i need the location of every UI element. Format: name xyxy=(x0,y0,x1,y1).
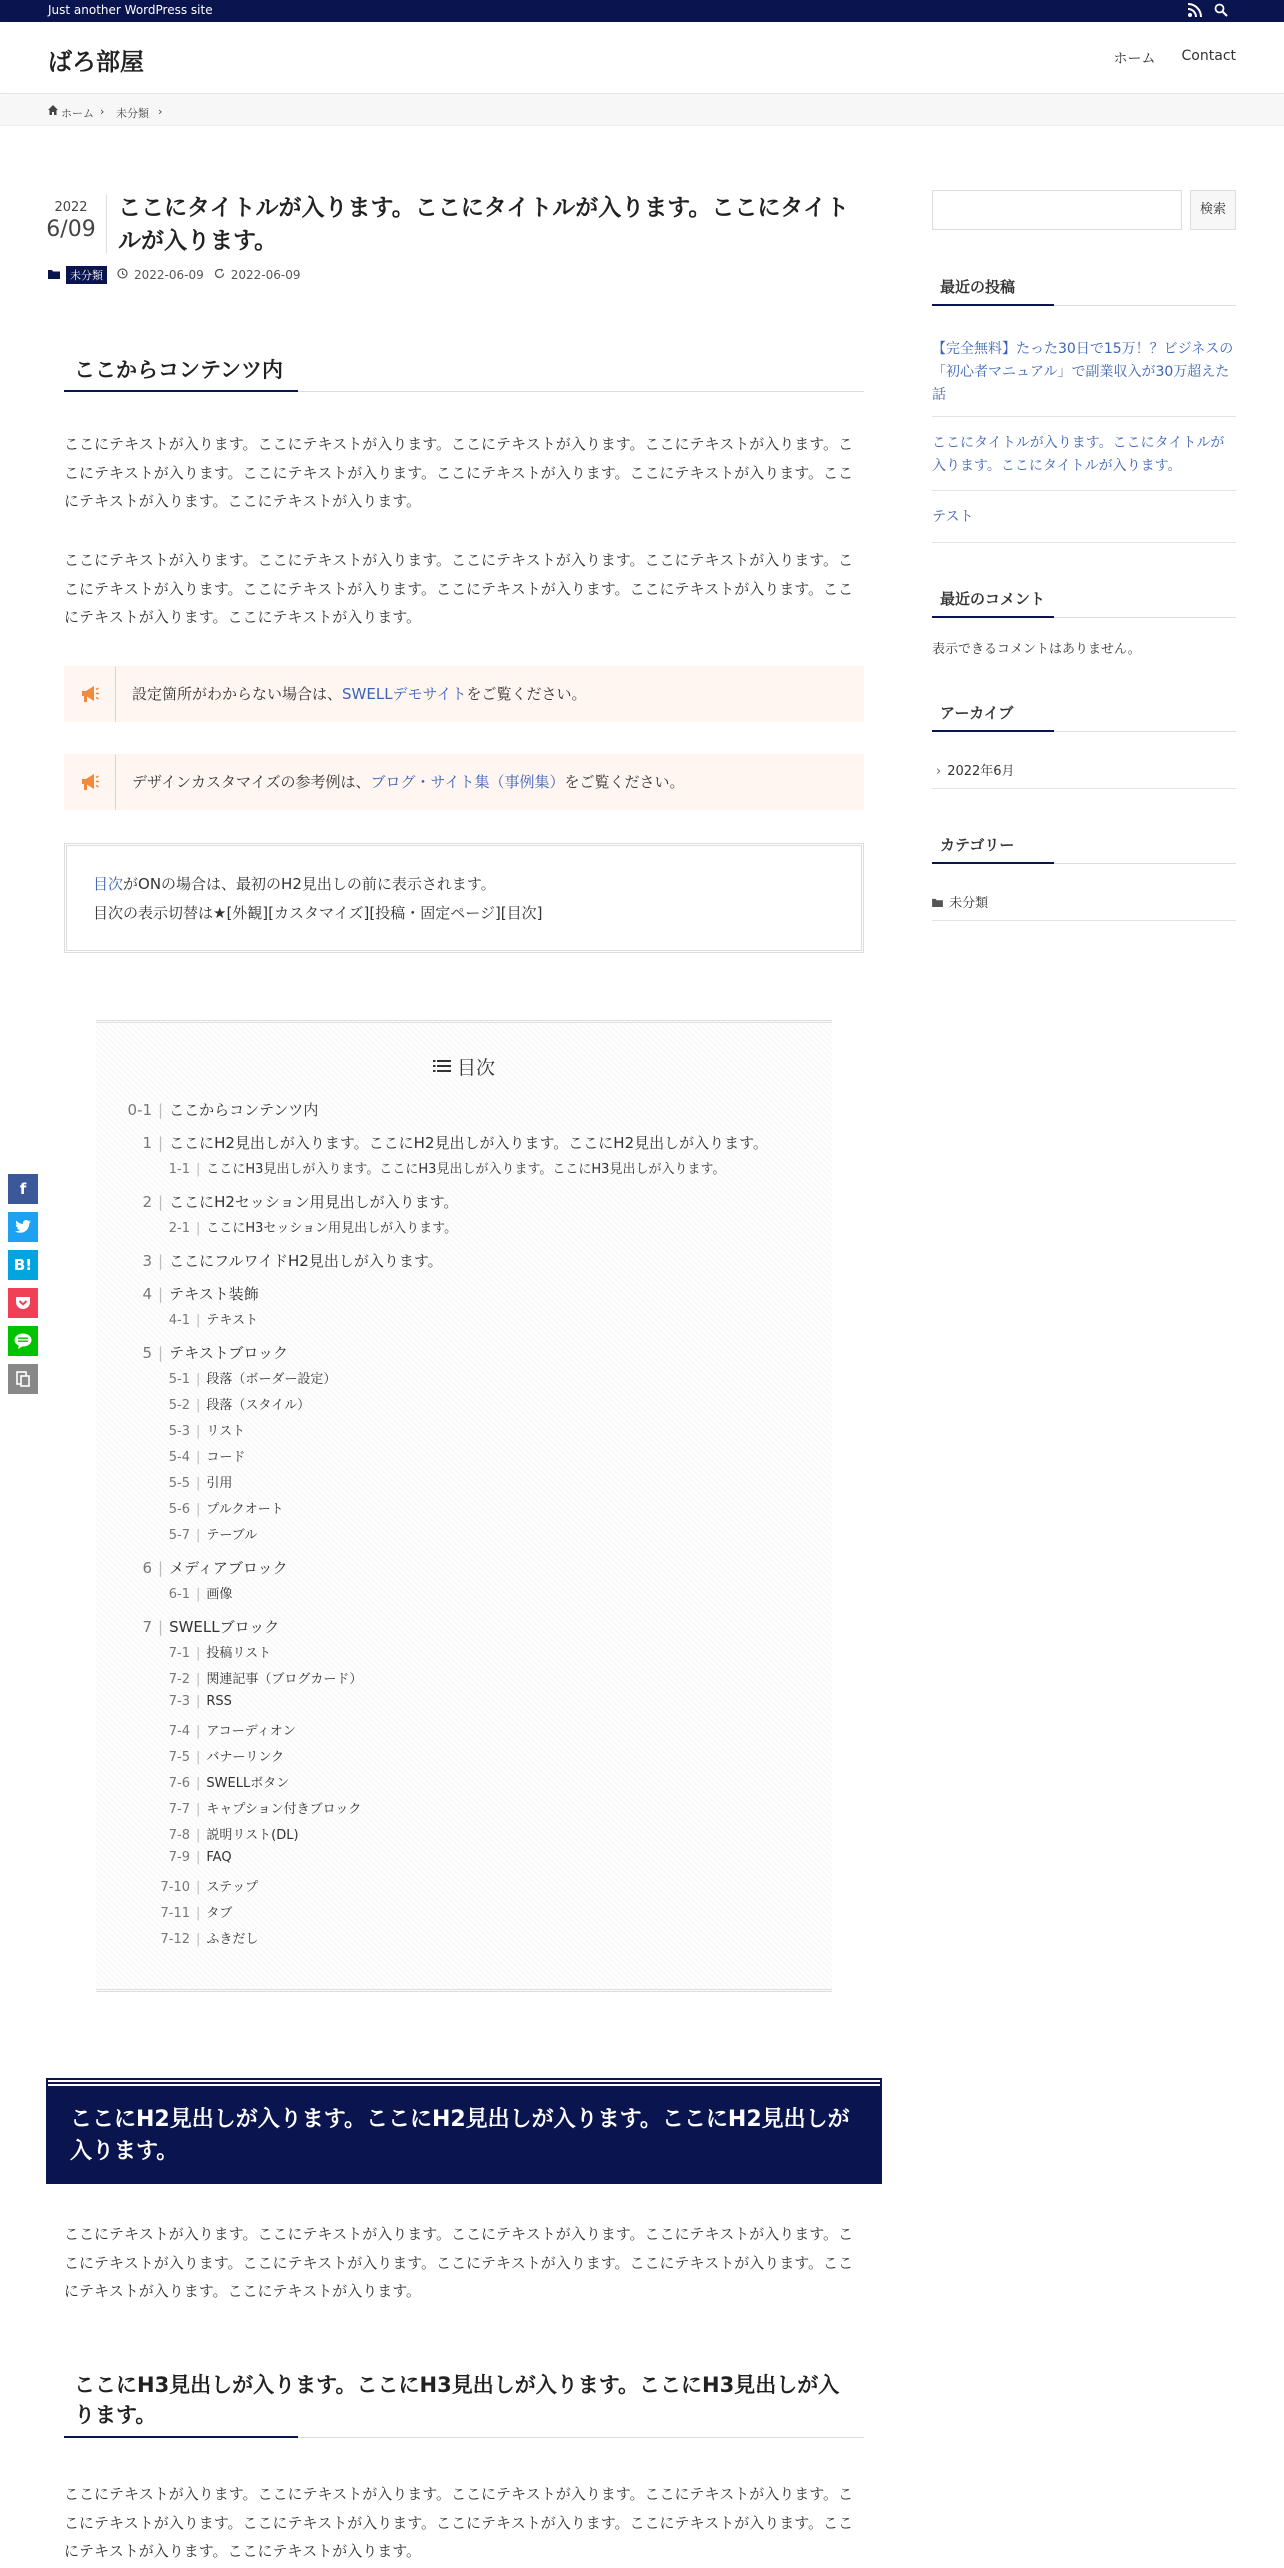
toc-item[interactable] xyxy=(118,1472,232,1491)
toc-item[interactable] xyxy=(118,1191,458,1212)
toc-item-number: 5-5 xyxy=(168,1476,190,1491)
widget-title-underline xyxy=(932,616,1054,618)
pocket-share-button[interactable] xyxy=(8,1288,38,1318)
notice-text xyxy=(132,683,587,704)
recent-post-link[interactable]: ここにタイトルが入ります。ここにタイトルが入ります。ここにタイトルが入ります。 xyxy=(932,435,1225,475)
divider xyxy=(932,416,1236,417)
published-date: 2022-06-09 xyxy=(134,268,204,282)
global-nav xyxy=(1114,48,1236,68)
toc-item[interactable] xyxy=(118,1217,457,1236)
toc-item-separator: | xyxy=(196,1398,201,1413)
toc-item-separator: | xyxy=(158,1285,164,1303)
toc-item-label: ステップ xyxy=(206,1880,259,1895)
folder-icon xyxy=(932,896,947,911)
toc-item-number: 7-9 xyxy=(168,1850,190,1865)
list-icon xyxy=(433,1056,451,1078)
toc-item-separator: | xyxy=(158,1618,164,1636)
toc-item-separator: | xyxy=(196,1750,201,1765)
toc-item-number: 5-6 xyxy=(168,1502,190,1517)
chevron-right-icon: › xyxy=(100,105,105,118)
category-item[interactable] xyxy=(932,892,988,911)
widget-title-recent-comments xyxy=(932,582,1236,618)
toc-item[interactable] xyxy=(118,1720,296,1739)
toc-item-number: 7-5 xyxy=(168,1750,190,1765)
swell-demo-link[interactable]: SWELLデモサイト xyxy=(342,685,467,703)
toc-item-label: 段落（スタイル） xyxy=(206,1398,311,1413)
toc-item[interactable] xyxy=(118,1446,245,1465)
toc-item-number: 7-11 xyxy=(160,1906,190,1921)
toc-item[interactable] xyxy=(118,1642,271,1661)
toc-item[interactable] xyxy=(118,1824,299,1843)
toc-item-number: 5-2 xyxy=(168,1398,190,1413)
facebook-share-button[interactable] xyxy=(8,1174,38,1204)
toc-item-separator: | xyxy=(196,1587,201,1602)
divider xyxy=(932,542,1236,543)
post-title: ここにタイトルが入ります。ここにタイトルが入ります。ここにタイトルが入ります。 xyxy=(118,195,849,255)
post-month-day: 6/09 xyxy=(46,217,96,242)
widget-title-underline xyxy=(932,730,1054,732)
toc-item-label: リスト xyxy=(206,1424,246,1439)
copy-share-button[interactable] xyxy=(8,1364,38,1394)
widget-title-underline xyxy=(932,304,1054,306)
toc-item-separator: | xyxy=(196,1802,201,1817)
home-icon xyxy=(48,105,58,118)
heading-underline xyxy=(64,390,298,392)
copy-icon xyxy=(16,1373,30,1391)
recent-post-link[interactable]: テスト xyxy=(932,509,974,525)
notice-text-before: デザインカスタマイズの参考例は、 xyxy=(132,773,371,791)
toc-item-label: 引用 xyxy=(206,1476,233,1491)
top-bar xyxy=(0,0,1284,22)
toc-item-number: 7-2 xyxy=(168,1672,190,1687)
toc-item-label: テーブル xyxy=(206,1528,258,1543)
toc-item-label: プルクオート xyxy=(206,1502,284,1517)
toc-item[interactable] xyxy=(118,1524,257,1543)
toc-item[interactable] xyxy=(118,1902,232,1921)
content-heading-text: ここからコンテンツ内 xyxy=(74,358,283,382)
site-header xyxy=(0,22,1284,94)
folder-icon xyxy=(48,268,60,282)
toc-item-separator: | xyxy=(158,1101,164,1119)
toc-item-separator: | xyxy=(196,1424,201,1439)
toc-item-number: 6-1 xyxy=(168,1587,190,1602)
divider xyxy=(932,788,1236,789)
toc-item-number: 5 xyxy=(142,1344,152,1362)
toc-item[interactable] xyxy=(118,1798,361,1817)
toc-item[interactable] xyxy=(118,1876,258,1895)
search-button[interactable]: 検索 xyxy=(1190,190,1236,230)
toc-item-separator: | xyxy=(196,1476,201,1491)
notice-text xyxy=(132,771,684,792)
toc-item-label: ここにH3セッション用見出しが入ります。 xyxy=(206,1221,458,1236)
toc-item-label: ここからコンテンツ内 xyxy=(169,1101,319,1119)
toc-item[interactable] xyxy=(118,1309,258,1328)
hatena-share-button[interactable] xyxy=(8,1250,38,1280)
toc-item[interactable] xyxy=(118,1928,258,1947)
toc-item-label: 説明リスト(DL) xyxy=(206,1828,299,1843)
toc-item-separator: | xyxy=(196,1646,201,1661)
toc-item[interactable] xyxy=(118,1368,336,1387)
refresh-icon xyxy=(214,268,225,282)
modified-date: 2022-06-09 xyxy=(230,268,301,282)
h3-heading xyxy=(64,2366,864,2438)
toc-item-label: SWELLボタン xyxy=(206,1776,290,1791)
toc-item-number: 7-4 xyxy=(168,1724,190,1739)
post-year: 2022 xyxy=(54,200,88,215)
chevron-right-icon: › xyxy=(936,764,942,779)
toc-item-separator: | xyxy=(196,1313,201,1328)
toc-item[interactable] xyxy=(118,1394,310,1413)
paragraph: ここにテキストが入ります。ここにテキストが入ります。ここにテキストが入ります。ここにテキストが入ります。ここにテキストが入ります。ここにテキストが入ります。ここにテキストが入ります。ここにテキストが入ります。ここにテキストが入ります。ここにテキストが入ります。 xyxy=(64,551,854,626)
breadcrumb xyxy=(0,96,1284,126)
toc-item-separator: | xyxy=(196,1850,201,1865)
toc-item-label: コード xyxy=(206,1450,246,1465)
toc-item-separator: | xyxy=(158,1134,164,1152)
search-input[interactable] xyxy=(932,190,1182,230)
notice-box xyxy=(64,754,864,810)
toc-item-separator: | xyxy=(196,1372,201,1387)
paragraph: ここにテキストが入ります。ここにテキストが入ります。ここにテキストが入ります。ここにテキストが入ります。ここにテキストが入ります。ここにテキストが入ります。ここにテキストが入ります。ここにテキストが入ります。ここにテキストが入ります。ここにテキストが入ります。 xyxy=(64,435,854,510)
toc-item-number: 1 xyxy=(142,1134,152,1152)
toc-item-number: 5-4 xyxy=(168,1450,190,1465)
widget-title-text: 最近のコメント xyxy=(940,590,1046,608)
widget-title-category xyxy=(932,828,1236,864)
toc-item[interactable] xyxy=(118,1283,259,1304)
toc-item-separator: | xyxy=(196,1502,201,1517)
toc-item-separator: | xyxy=(196,1162,201,1177)
toc-item-label: RSS xyxy=(206,1694,232,1709)
toc-item-number: 7-12 xyxy=(160,1932,190,1947)
breadcrumb-home[interactable]: ホーム xyxy=(61,107,94,120)
toc-item-label: ふきだし xyxy=(206,1932,259,1947)
search-icon[interactable] xyxy=(1214,3,1230,19)
toc-item-number: 0-1 xyxy=(127,1101,152,1119)
toc-item-label: 関連記事（ブログカード） xyxy=(206,1672,363,1687)
toc-item-number: 4 xyxy=(142,1285,152,1303)
nav-item-contact[interactable]: Contact xyxy=(1181,48,1236,64)
toc-item[interactable] xyxy=(118,1746,284,1765)
toc-item[interactable] xyxy=(118,1772,289,1791)
toc-item-number: 5-3 xyxy=(168,1424,190,1439)
toc-item-separator: | xyxy=(196,1880,201,1895)
toc-item-number: 7-6 xyxy=(168,1776,190,1791)
chevron-right-icon: › xyxy=(158,105,163,118)
notice-text-after: をご覧ください。 xyxy=(564,773,685,791)
table-of-contents xyxy=(96,1020,832,1992)
info-box xyxy=(64,843,864,953)
site-tagline: Just another WordPress site xyxy=(48,3,213,17)
post-date xyxy=(40,200,102,242)
toc-item-label: テキスト xyxy=(206,1313,259,1328)
toc-item-number: 2 xyxy=(142,1193,152,1211)
h3-heading-text: ここにH3見出しが入ります。ここにH3見出しが入ります。ここにH3見出しが入ります。 xyxy=(74,2373,840,2428)
rss-icon[interactable] xyxy=(1188,3,1204,19)
toc-item-label: ここにH2セッション用見出しが入ります。 xyxy=(169,1193,459,1211)
heading-underline xyxy=(64,2436,298,2438)
widget-title-text: 最近の投稿 xyxy=(940,278,1016,296)
widget-title-underline xyxy=(932,862,1054,864)
recent-post-link[interactable]: 【完全無料】たった30日で15万！？ビジネスの「初心者マニュアル」で副業収入が30万超えた話 xyxy=(932,341,1234,404)
line-share-button[interactable] xyxy=(8,1326,38,1356)
twitter-icon xyxy=(15,1220,31,1238)
toc-item-label: テキスト装飾 xyxy=(169,1285,259,1303)
toc-item-label: ここにH2見出しが入ります。ここにH2見出しが入ります。ここにH2見出しが入ります。 xyxy=(169,1134,768,1152)
divider xyxy=(932,490,1236,491)
toc-item-separator: | xyxy=(158,1252,164,1270)
toc-item-label: ここにフルワイドH2見出しが入ります。 xyxy=(169,1252,443,1270)
toc-item-number: 7-8 xyxy=(168,1828,190,1843)
toc-item-label: 段落（ボーダー設定） xyxy=(206,1372,337,1387)
toc-item-number: 4-1 xyxy=(168,1313,190,1328)
toc-item-label: バナーリンク xyxy=(206,1750,285,1765)
toc-item-number: 7 xyxy=(142,1618,152,1636)
divider xyxy=(932,920,1236,921)
toc-item[interactable] xyxy=(118,1498,284,1517)
toc-item-separator: | xyxy=(196,1932,201,1947)
toc-item[interactable] xyxy=(118,1420,245,1439)
toc-item-number: 2-1 xyxy=(168,1221,190,1236)
facebook-icon: f xyxy=(19,1180,27,1198)
toc-item-separator: | xyxy=(196,1776,201,1791)
toc-item-label: 投稿リスト xyxy=(206,1646,272,1661)
toc-item[interactable] xyxy=(118,1132,768,1153)
date-divider xyxy=(106,194,107,254)
nav-item-home[interactable]: ホーム xyxy=(1113,51,1156,67)
post-meta xyxy=(48,266,301,284)
notice-text-before: 設定箇所がわからない場合は、 xyxy=(132,685,343,703)
toc-item-separator: | xyxy=(196,1221,201,1236)
toc-link[interactable]: 目次 xyxy=(93,875,124,893)
toc-item-number: 3 xyxy=(142,1252,152,1270)
toc-item-label: 画像 xyxy=(206,1587,233,1602)
h2-heading-text: ここにH2見出しが入ります。ここにH2見出しが入ります。ここにH2見出しが入ります。 xyxy=(70,2107,850,2164)
toc-item[interactable] xyxy=(118,1158,725,1177)
breadcrumb-category[interactable]: 未分類 xyxy=(116,107,149,120)
toc-item-label: FAQ xyxy=(206,1850,232,1865)
toc-item-label: タブ xyxy=(206,1906,233,1921)
toc-item-separator: | xyxy=(196,1906,201,1921)
pocket-icon xyxy=(15,1296,31,1314)
toc-item-number: 7-1 xyxy=(168,1646,190,1661)
clock-icon xyxy=(117,268,128,282)
toc-item-label: SWELLブロック xyxy=(169,1618,280,1636)
site-title[interactable]: ばろ部屋 xyxy=(48,48,144,76)
toc-item-label: メディアブロック xyxy=(169,1559,288,1577)
notice-box xyxy=(64,666,864,722)
hatena-icon: B! xyxy=(13,1256,33,1274)
toc-item[interactable] xyxy=(118,1850,232,1865)
category-badge[interactable]: 未分類 xyxy=(66,266,107,284)
blog-examples-link[interactable]: ブログ・サイト集（事例集） xyxy=(370,773,565,791)
toc-item-label: アコーディオン xyxy=(206,1724,296,1739)
megaphone-icon xyxy=(64,666,116,722)
toc-item[interactable] xyxy=(118,1342,288,1363)
toc-title xyxy=(96,1053,832,1080)
toc-item-label: キャプション付きブロック xyxy=(206,1802,362,1817)
toc-item-separator: | xyxy=(196,1694,201,1709)
widget-title-text: カテゴリー xyxy=(940,836,1015,854)
toc-item-separator: | xyxy=(158,1193,164,1211)
toc-item-separator: | xyxy=(196,1828,201,1843)
toc-item[interactable] xyxy=(118,1250,443,1271)
toc-item-separator: | xyxy=(196,1528,201,1543)
toc-item-separator: | xyxy=(158,1344,164,1362)
h2-heading xyxy=(48,2080,880,2182)
toc-item-number: 7-7 xyxy=(168,1802,190,1817)
toc-item-separator: | xyxy=(196,1672,201,1687)
toc-item-number: 1-1 xyxy=(168,1162,190,1177)
info-box-line2: 目次の表示切替は★[外観][カスタマイズ][投稿・固定ページ][目次] xyxy=(93,903,543,922)
toc-item-label: ここにH3見出しが入ります。ここにH3見出しが入ります。ここにH3見出しが入ります。 xyxy=(206,1162,726,1177)
toc-item-label: テキストブロック xyxy=(169,1344,289,1362)
toc-item-number: 6 xyxy=(142,1559,152,1577)
toc-item[interactable] xyxy=(118,1099,318,1120)
info-box-line1 xyxy=(93,870,543,899)
toc-item-number: 7-3 xyxy=(168,1694,190,1709)
megaphone-icon xyxy=(64,754,116,810)
toc-item-separator: | xyxy=(196,1724,201,1739)
archive-item-label: 2022年6月 xyxy=(947,764,1015,779)
widget-title-archive xyxy=(932,696,1236,732)
toc-item-number: 5-1 xyxy=(168,1372,190,1387)
toc-item[interactable] xyxy=(118,1694,232,1709)
info-box-line1-text: がONの場合は、最初のH2見出しの前に表示されます。 xyxy=(123,875,496,893)
content-heading xyxy=(64,350,864,392)
notice-text-after: をご覧ください。 xyxy=(466,685,587,703)
toc-item-separator: | xyxy=(196,1450,201,1465)
widget-title-recent-posts xyxy=(932,270,1236,306)
archive-item[interactable] xyxy=(932,760,1015,779)
toc-item[interactable] xyxy=(118,1668,362,1687)
toc-item[interactable] xyxy=(118,1583,232,1602)
no-comments-text: 表示できるコメントはありません。 xyxy=(932,642,1141,657)
paragraph: ここにテキストが入ります。ここにテキストが入ります。ここにテキストが入ります。ここにテキストが入ります。ここにテキストが入ります。ここにテキストが入ります。ここにテキストが入ります。ここにテキストが入ります。ここにテキストが入ります。ここにテキストが入ります。 xyxy=(64,2225,854,2300)
paragraph: ここにテキストが入ります。ここにテキストが入ります。ここにテキストが入ります。ここにテキストが入ります。ここにテキストが入ります。ここにテキストが入ります。ここにテキストが入ります。ここにテキストが入ります。ここにテキストが入ります。ここにテキストが入ります。 xyxy=(64,2485,854,2560)
twitter-share-button[interactable] xyxy=(8,1212,38,1242)
line-icon xyxy=(14,1335,32,1353)
category-item-label: 未分類 xyxy=(949,896,989,911)
toc-item-number: 7-10 xyxy=(160,1880,190,1895)
widget-title-text: アーカイブ xyxy=(940,704,1014,722)
toc-item[interactable] xyxy=(118,1616,279,1637)
toc-item[interactable] xyxy=(118,1557,288,1578)
toc-item-number: 5-7 xyxy=(168,1528,190,1543)
toc-title-text: 目次 xyxy=(456,1057,495,1079)
toc-item-separator: | xyxy=(158,1559,164,1577)
